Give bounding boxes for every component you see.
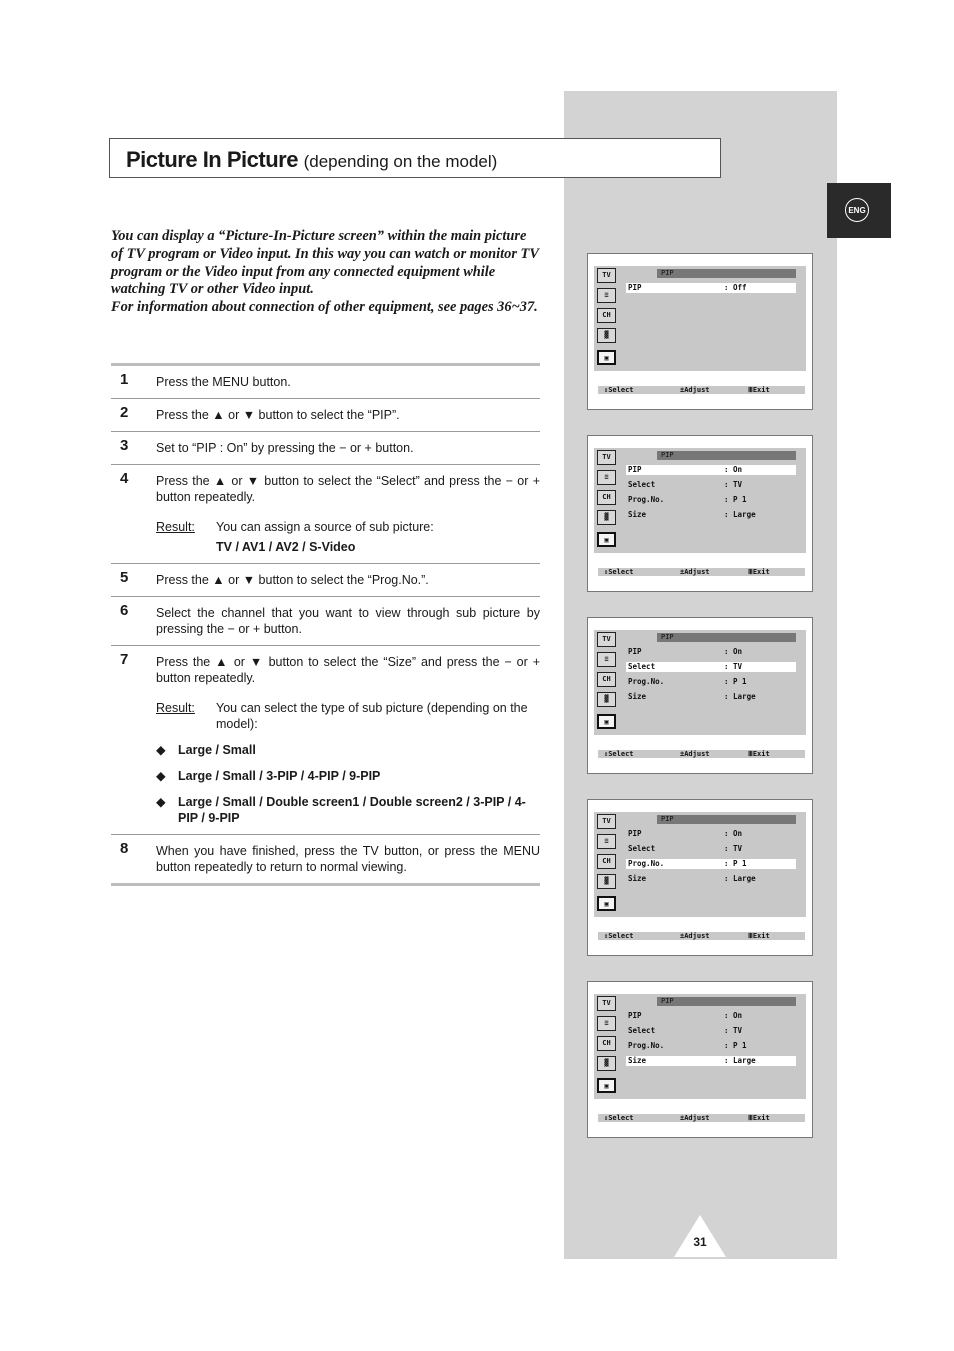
osd-row-label: Select — [628, 662, 656, 671]
osd-footer-exit: ⅢExit — [748, 932, 770, 940]
osd-row-select — [626, 1026, 796, 1036]
step-number: 2 — [120, 404, 129, 421]
step-text: Set to “PIP : On” by pressing the − or + button. — [156, 441, 414, 455]
step-6 — [111, 597, 540, 646]
language-tab — [827, 183, 891, 238]
osd-footer-adjust: ±Adjust — [680, 750, 710, 758]
osd-row-size — [626, 1056, 796, 1066]
size-option — [156, 794, 540, 826]
step-number: 7 — [120, 651, 129, 668]
osd-row-pip — [626, 1011, 796, 1021]
osd-row-label: Size — [628, 874, 647, 883]
diamond-bullet-icon: ◆ — [156, 769, 166, 783]
osd-footer-adjust: ±Adjust — [680, 1114, 710, 1122]
osd-menu-title: PIP — [657, 269, 796, 278]
diamond-bullet-icon: ◆ — [156, 795, 166, 809]
osd-row-value: : TV — [724, 844, 743, 853]
step-number: 1 — [120, 371, 129, 388]
osd-row-label: Select — [628, 1026, 656, 1035]
diamond-bullet-icon: ◆ — [156, 743, 166, 757]
osd-footer-select: ⇕Select — [604, 750, 634, 758]
setup-icon: ▓ — [597, 510, 616, 525]
size-option — [156, 768, 540, 784]
osd-row-size — [626, 510, 796, 520]
channel-icon: CH — [597, 854, 616, 869]
osd-row-label: Size — [628, 510, 647, 519]
step-text: Press the ▲ or ▼ button to select the “Prog.No.”. — [156, 573, 429, 587]
channel-icon: CH — [597, 672, 616, 687]
osd-menu-title: PIP — [657, 815, 796, 824]
result-label: Result: — [156, 701, 195, 715]
page-title-sub: (depending on the model) — [303, 152, 498, 171]
osd-row-prog-no — [626, 677, 796, 687]
tv-picture-icon: TV — [597, 450, 616, 465]
tv-picture-icon: TV — [597, 996, 616, 1011]
osd-row-label: Prog.No. — [628, 1041, 665, 1050]
osd-footer — [598, 932, 805, 940]
osd-menu-title: PIP — [657, 451, 796, 460]
step-text: Press the ▲ or ▼ button to select the “Select” and press the − or + button repeatedly. — [156, 474, 540, 504]
osd-row-label: Select — [628, 844, 656, 853]
tv-picture-icon: TV — [597, 814, 616, 829]
osd-row-select — [626, 844, 796, 854]
osd-row-label: PIP — [628, 465, 642, 474]
osd-row-pip — [626, 829, 796, 839]
step-text: Select the channel that you want to view through sub picture by pressing the − or + button. — [156, 606, 540, 636]
tv-picture-icon: TV — [597, 268, 616, 283]
step-2 — [111, 399, 540, 432]
page-title-box — [109, 138, 721, 178]
pip-icon: ▣ — [597, 1078, 616, 1093]
osd-row-value: : TV — [724, 662, 743, 671]
osd-footer-exit: ⅢExit — [748, 386, 770, 394]
osd-row-select — [626, 662, 796, 672]
osd-row-value: : On — [724, 1011, 743, 1020]
result-text: You can select the type of sub picture (depending on the model): — [216, 701, 528, 731]
page-title-main: Picture In Picture — [126, 147, 298, 172]
osd-row-size — [626, 692, 796, 702]
step-number: 5 — [120, 569, 129, 586]
size-option-text: Large / Small / 3-PIP / 4-PIP / 9-PIP — [178, 769, 381, 783]
osd-row-select — [626, 480, 796, 490]
sound-icon: ≡ — [597, 652, 616, 667]
osd-row-value: : Large — [724, 1056, 756, 1065]
osd-row-label: PIP — [628, 283, 642, 292]
osd-row-prog-no — [626, 495, 796, 505]
osd-row-value: : Large — [724, 510, 756, 519]
osd-footer-select: ⇕Select — [604, 386, 634, 394]
page-number: 31 — [693, 1235, 707, 1249]
step-number: 6 — [120, 602, 129, 619]
pip-icon: ▣ — [597, 350, 616, 365]
osd-row-label: Prog.No. — [628, 677, 665, 686]
page-title — [126, 147, 497, 173]
osd-screen-2 — [587, 435, 813, 592]
osd-screen-4 — [587, 799, 813, 956]
language-tab-label: ENG — [845, 198, 869, 222]
step-5 — [111, 564, 540, 597]
osd-row-pip — [626, 465, 796, 475]
osd-row-value: : P 1 — [724, 677, 747, 686]
osd-footer — [598, 386, 805, 394]
step-1 — [111, 366, 540, 399]
osd-row-prog-no — [626, 859, 796, 869]
osd-row-value: : Large — [724, 692, 756, 701]
size-option — [156, 742, 540, 758]
step-4-result — [156, 519, 540, 555]
size-option-text: Large / Small — [178, 743, 256, 757]
sound-icon: ≡ — [597, 1016, 616, 1031]
pip-icon: ▣ — [597, 532, 616, 547]
result-label: Result: — [156, 520, 195, 534]
osd-row-label: Prog.No. — [628, 859, 665, 868]
osd-footer-adjust: ±Adjust — [680, 386, 710, 394]
size-option-text: Large / Small / Double screen1 / Double screen2 / 3-PIP / 4-PIP / 9-PIP — [178, 795, 526, 825]
step-number: 4 — [120, 470, 129, 487]
step-7 — [111, 646, 540, 835]
osd-row-label: PIP — [628, 647, 642, 656]
step-3 — [111, 432, 540, 465]
tv-picture-icon: TV — [597, 632, 616, 647]
osd-row-value: : P 1 — [724, 1041, 747, 1050]
sound-icon: ≡ — [597, 834, 616, 849]
step-text: Press the ▲ or ▼ button to select the “Size” and press the − or + button repeatedly. — [156, 655, 540, 685]
osd-footer-exit: ⅢExit — [748, 568, 770, 576]
step-number: 3 — [120, 437, 129, 454]
osd-footer-adjust: ±Adjust — [680, 568, 710, 576]
setup-icon: ▓ — [597, 328, 616, 343]
osd-footer-exit: ⅢExit — [748, 750, 770, 758]
osd-footer-adjust: ±Adjust — [680, 932, 710, 940]
osd-row-label: Prog.No. — [628, 495, 665, 504]
pip-icon: ▣ — [597, 714, 616, 729]
intro-paragraph-2: For information about connection of other equipment, see pages 36~37. — [111, 299, 538, 316]
pip-icon: ▣ — [597, 896, 616, 911]
osd-screen-1 — [587, 253, 813, 410]
result-sources: TV / AV1 / AV2 / S-Video — [216, 540, 356, 554]
osd-row-pip — [626, 647, 796, 657]
intro-text — [111, 228, 541, 317]
osd-row-label: Size — [628, 692, 647, 701]
osd-screen-5 — [587, 981, 813, 1138]
osd-menu-title: PIP — [657, 997, 796, 1006]
setup-icon: ▓ — [597, 692, 616, 707]
steps-list — [111, 363, 540, 886]
osd-row-label: PIP — [628, 829, 642, 838]
osd-row-label: Size — [628, 1056, 647, 1065]
osd-row-value: : On — [724, 465, 743, 474]
setup-icon: ▓ — [597, 874, 616, 889]
step-text: When you have finished, press the TV button, or press the MENU button repeatedly to return to normal viewing. — [156, 844, 540, 874]
sound-icon: ≡ — [597, 470, 616, 485]
sound-icon: ≡ — [597, 288, 616, 303]
osd-row-value: : Off — [724, 283, 747, 292]
osd-background — [594, 266, 806, 371]
osd-footer — [598, 750, 805, 758]
channel-icon: CH — [597, 308, 616, 323]
osd-row-value: : TV — [724, 1026, 743, 1035]
step-text: Press the MENU button. — [156, 375, 291, 389]
step-8 — [111, 835, 540, 886]
osd-row-value: : On — [724, 829, 743, 838]
osd-row-value: : On — [724, 647, 743, 656]
channel-icon: CH — [597, 1036, 616, 1051]
step-4 — [111, 465, 540, 564]
osd-row-value: : Large — [724, 874, 756, 883]
osd-footer-exit: ⅢExit — [748, 1114, 770, 1122]
step-text: Press the ▲ or ▼ button to select the “PIP”. — [156, 408, 400, 422]
osd-row-size — [626, 874, 796, 884]
osd-footer-select: ⇕Select — [604, 932, 634, 940]
step-number: 8 — [120, 840, 129, 857]
channel-icon: CH — [597, 490, 616, 505]
osd-row-label: Select — [628, 480, 656, 489]
intro-paragraph-1: You can display a “Picture-In-Picture screen” within the main picture of TV program or Video input. In this way you can watch or monitor TV program or the Video input from any connected equipment while watching TV or other Video input. — [111, 228, 539, 298]
size-options-list — [156, 742, 540, 826]
result-text: You can assign a source of sub picture: — [216, 520, 434, 534]
osd-footer — [598, 568, 805, 576]
step-7-result — [156, 700, 540, 732]
osd-footer — [598, 1114, 805, 1122]
osd-row-value: : P 1 — [724, 495, 747, 504]
osd-row-value: : P 1 — [724, 859, 747, 868]
setup-icon: ▓ — [597, 1056, 616, 1071]
osd-row-pip — [626, 283, 796, 293]
osd-footer-select: ⇕Select — [604, 568, 634, 576]
osd-menu-title: PIP — [657, 633, 796, 642]
osd-row-value: : TV — [724, 480, 743, 489]
osd-footer-select: ⇕Select — [604, 1114, 634, 1122]
osd-row-prog-no — [626, 1041, 796, 1051]
osd-row-label: PIP — [628, 1011, 642, 1020]
osd-screen-3 — [587, 617, 813, 774]
